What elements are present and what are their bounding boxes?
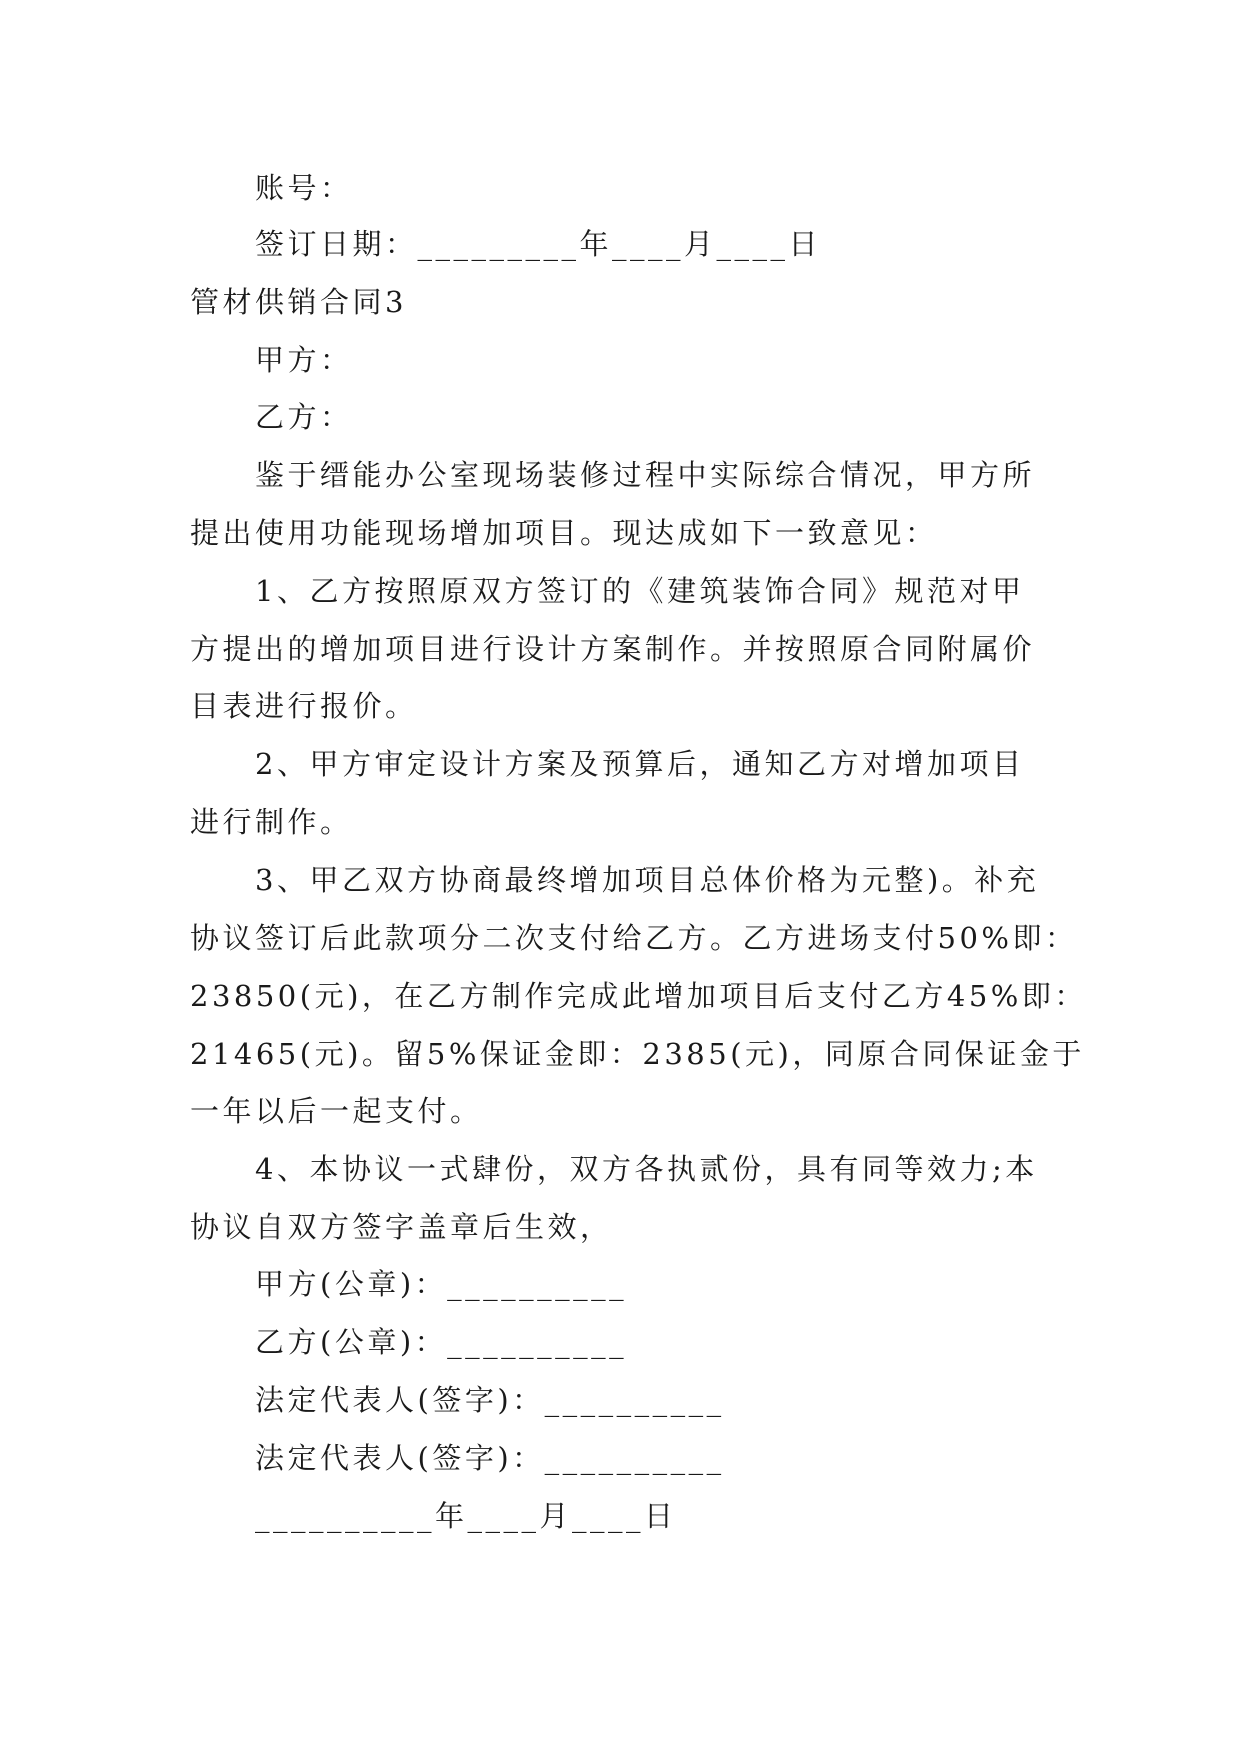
clause-2-line-2: 进行制作。 <box>190 805 353 839</box>
legal-rep-signature-line-1: 法定代表人(签字)：__________ <box>255 1383 725 1417</box>
party-a-seal-line: 甲方(公章)：__________ <box>255 1267 628 1301</box>
account-line: 账号： <box>255 171 353 205</box>
sign-date-line: 签订日期：_________年____月____日 <box>255 227 822 261</box>
party-b-seal-line: 乙方(公章)：__________ <box>255 1325 628 1359</box>
clause-1-line-3: 目表进行报价。 <box>190 689 418 723</box>
preamble-line-1: 鉴于缙能办公室现场装修过程中实际综合情况，甲方所 <box>255 458 1036 492</box>
preamble-line-2: 提出使用功能现场增加项目。现达成如下一致意见： <box>190 516 938 550</box>
closing-date-line: __________年____月____日 <box>255 1499 677 1533</box>
clause-4-line-1: 4、本协议一式肆份，双方各执贰份，具有同等效力;本 <box>255 1152 1038 1186</box>
clause-3-line-4: 21465(元)。留5%保证金即：2385(元)，同原合同保证金于 <box>190 1037 1085 1071</box>
clause-1-line-1: 1、乙方按照原双方签订的《建筑装饰合同》规范对甲 <box>255 574 1025 608</box>
contract-title: 管材供销合同3 <box>190 285 407 319</box>
clause-1-line-2: 方提出的增加项目进行设计方案制作。并按照原合同附属价 <box>190 632 1036 666</box>
legal-rep-signature-line-2: 法定代表人(签字)：__________ <box>255 1441 725 1475</box>
clause-3-line-3: 23850(元)，在乙方制作完成此增加项目后支付乙方45%即： <box>190 979 1087 1013</box>
party-a-line: 甲方： <box>255 343 353 377</box>
clause-3-line-2: 协议签订后此款项分二次支付给乙方。乙方进场支付50%即： <box>190 921 1078 955</box>
clause-2-line-1: 2、甲方审定设计方案及预算后，通知乙方对增加项目 <box>255 747 1025 781</box>
party-b-line: 乙方： <box>255 400 353 434</box>
clause-3-line-1: 3、甲乙双方协商最终增加项目总体价格为元整)。补充 <box>255 863 1040 897</box>
clause-4-line-2: 协议自双方签字盖章后生效， <box>190 1210 613 1244</box>
clause-3-line-5: 一年以后一起支付。 <box>190 1094 483 1128</box>
